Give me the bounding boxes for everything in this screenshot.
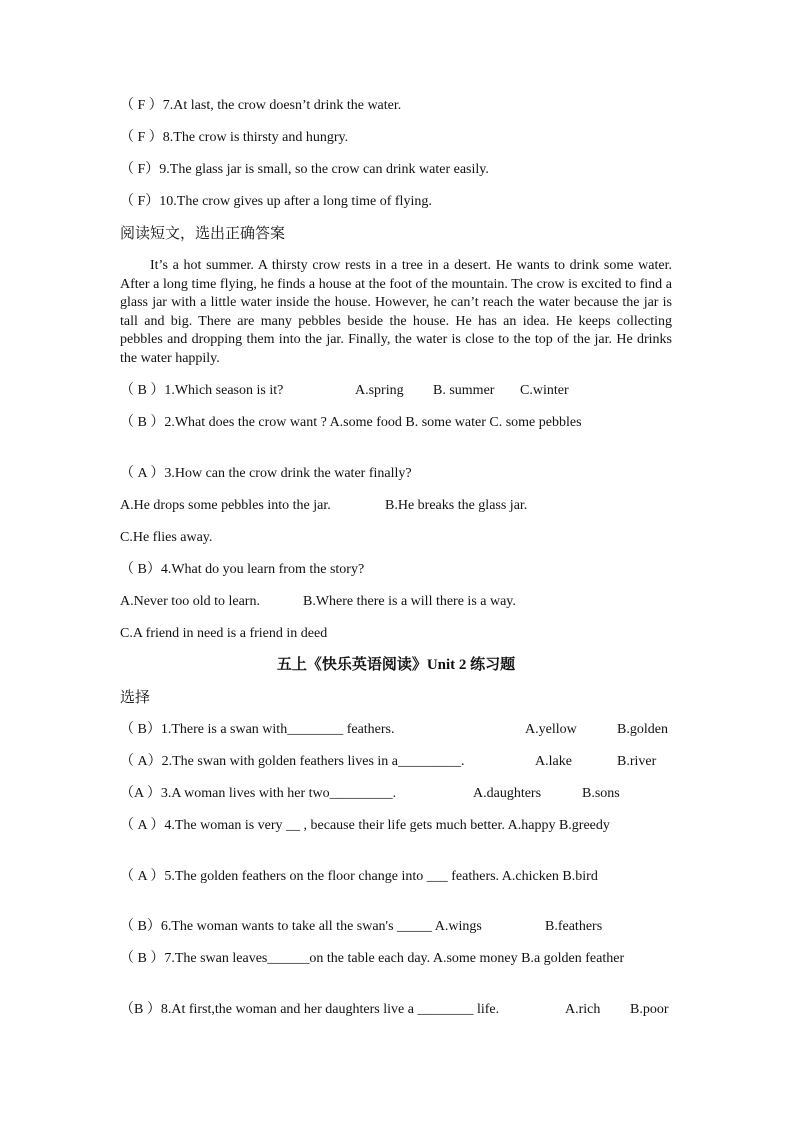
question-text: 1.There is a swan with________ feathers.	[160, 722, 395, 737]
question-text: 5.The golden feathers on the floor change into ___ feathers. A.chicken B.bird	[164, 869, 598, 884]
question-text: 2.The swan with golden feathers lives in a_________.	[161, 754, 465, 769]
answer-mark: （ F ）	[120, 98, 163, 113]
question-text: 8.At first,the woman and her daughters live a ________ life.	[160, 1002, 500, 1017]
question-text: 10.The crow gives up after a long time of flying.	[159, 194, 432, 209]
option-c: C.winter	[520, 383, 569, 398]
answer-mark: （B ）	[120, 1002, 161, 1017]
reading-question-1	[120, 382, 672, 400]
reading-passage: It’s a hot summer. A thirsty crow rests in a tree in a desert. He wants to drink some water. After a long time flying, he finds a house at the foot of the mountain. The crow is excited to find a glass jar with a little water inside the house. However, he can’t reach the water because the jar is tall and big. There are many pebbles beside the house. He has an idea. He keeps collecting pebbles and dropping them into the jar. Finally, the water is close to the top of the jar. He drinks the water happily.	[120, 258, 672, 366]
unit2-question-3	[120, 785, 672, 803]
unit-title: 五上《快乐英语阅读》Unit 2 练习题	[276, 657, 516, 673]
unit2-question-6	[120, 918, 672, 936]
question-text: 3.How can the crow drink the water finally?	[164, 466, 412, 481]
question-text: 4.The woman is very __ , because their life gets much better. A.happy B.greedy	[164, 818, 610, 833]
option-b: B.golden	[617, 722, 668, 737]
option-a: A.yellow	[525, 722, 577, 737]
reading-question-2	[120, 414, 672, 432]
answer-mark: （ B）	[120, 562, 161, 577]
answer-mark: （ B ）	[120, 383, 165, 398]
unit2-question-8	[120, 1001, 672, 1019]
reading-question-4-options-ab	[120, 593, 672, 611]
tf-item-10	[120, 193, 672, 211]
unit2-question-1	[120, 721, 672, 739]
question-text: 7.The swan leaves______on the table each day. A.some money B.a golden feather	[164, 951, 625, 966]
tf-item-8	[120, 129, 672, 147]
section-heading-reading: 阅读短文，选出正确答案	[120, 224, 286, 242]
tf-item-7	[120, 97, 672, 115]
option-b: B.feathers	[545, 919, 603, 934]
answer-mark: （A ）	[120, 786, 161, 801]
reading-question-4	[120, 561, 672, 579]
question-text: 6.The woman wants to take all the swan's _____ A.wings	[160, 919, 482, 934]
option-a: A.lake	[535, 754, 572, 769]
answer-mark: （ A ）	[120, 818, 165, 833]
unit2-question-2	[120, 753, 672, 771]
answer-mark: （ B）	[120, 722, 161, 737]
option-b: B. summer	[433, 383, 495, 398]
reading-question-3	[120, 465, 672, 483]
answer-mark: （ B ）	[120, 951, 165, 966]
option-b: B.sons	[582, 786, 620, 801]
answer-mark: （ B）	[120, 919, 161, 934]
option-b: B.He breaks the glass jar.	[385, 498, 528, 513]
option-a: A.spring	[355, 383, 404, 398]
option-a: A.He drops some pebbles into the jar.	[120, 498, 331, 513]
question-text: 7.At last, the crow doesn’t drink the water.	[162, 98, 402, 113]
answer-mark: （ F ）	[120, 130, 163, 145]
question-text: 2.What does the crow want ? A.some food B. some water C. some pebbles	[164, 415, 582, 430]
question-text: 1.Which season is it?	[164, 383, 284, 398]
option-b: B.poor	[630, 1002, 669, 1017]
tf-item-9	[120, 161, 672, 179]
question-text: 9.The glass jar is small, so the crow can drink water easily.	[159, 162, 489, 177]
option-b: B.river	[617, 754, 657, 769]
option-a: A.Never too old to learn.	[120, 594, 260, 609]
answer-mark: （ F）	[120, 194, 160, 209]
unit2-question-7	[120, 950, 672, 968]
section-heading-choice: 选择	[120, 688, 151, 706]
unit2-question-4	[120, 817, 672, 835]
question-text: 3.A woman lives with her two_________.	[160, 786, 397, 801]
reading-question-3-options-ab	[120, 497, 672, 515]
answer-mark: （ F）	[120, 162, 160, 177]
reading-question-3-option-c: C.He flies away.	[120, 530, 213, 545]
answer-mark: （ A ）	[120, 869, 165, 884]
answer-mark: （ B ）	[120, 415, 165, 430]
option-a: A.rich	[565, 1002, 601, 1017]
reading-question-4-option-c: C.A friend in need is a friend in deed	[120, 626, 328, 641]
option-b: B.Where there is a will there is a way.	[303, 594, 516, 609]
unit2-question-5	[120, 868, 672, 886]
question-text: 4.What do you learn from the story?	[160, 562, 365, 577]
question-text: 8.The crow is thirsty and hungry.	[162, 130, 349, 145]
option-a: A.daughters	[473, 786, 542, 801]
answer-mark: （ A）	[120, 754, 162, 769]
answer-mark: （ A ）	[120, 466, 165, 481]
